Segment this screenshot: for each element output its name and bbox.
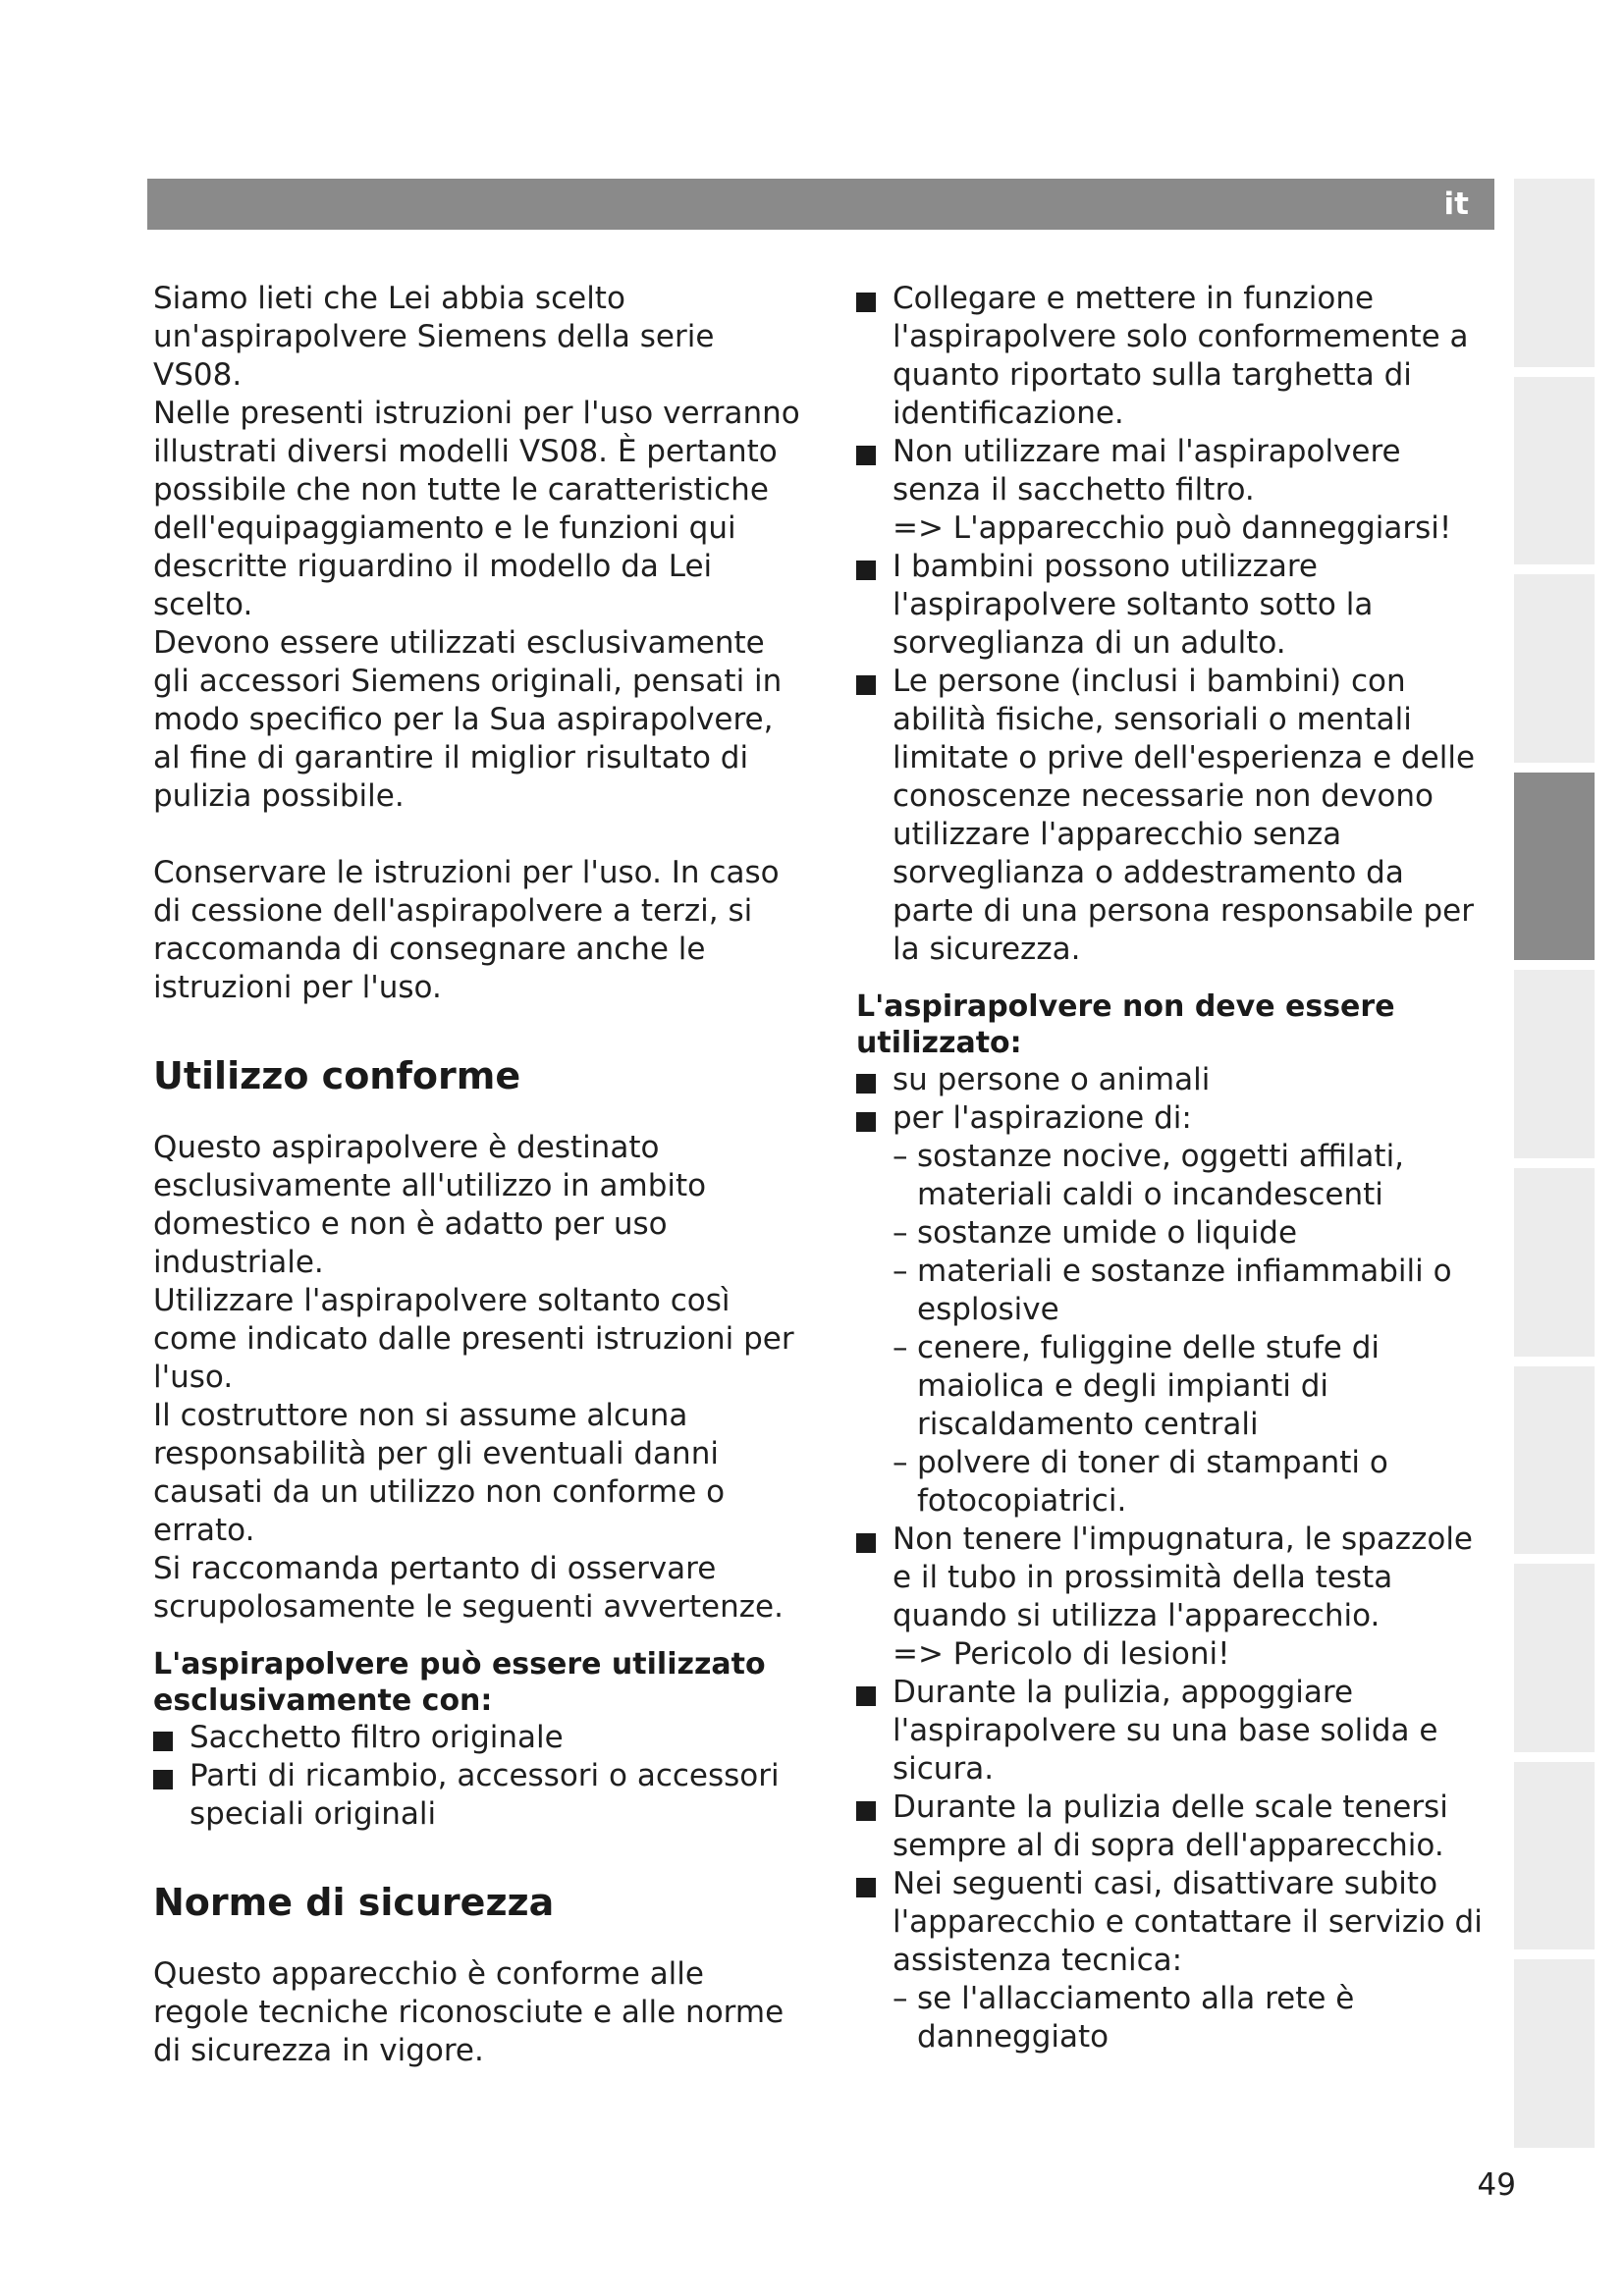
chapter-tab-active[interactable] (1514, 773, 1595, 961)
not-used-list (856, 1061, 1494, 2056)
section-heading-safety: Norme di sicurezza (153, 1881, 555, 1924)
list-item: I bambini possono utilizzare l'aspirapolvere soltanto sotto la sorveglianza di un adulto. (856, 548, 1494, 663)
list-item: Parti di ricambio, accessori o accessori speciali originali (153, 1757, 801, 1834)
list-item: Collegare e mettere in funzione l'aspirapolvere solo conformemente a quanto riportato sulla targhetta di identificazione. (856, 280, 1494, 433)
chapter-tab[interactable] (1514, 1959, 1595, 2148)
intended-use-paragraph: Questo aspirapolvere è destinato esclusivamente all'utilizzo in ambito domestico e non è adatto per uso industriale. (153, 1130, 707, 1280)
intro-paragraph: Conservare le istruzioni per l'uso. In caso di cessione dell'aspirapolvere a terzi, si raccomanda di consegnare anche le istruzioni per l'uso. (153, 855, 780, 1005)
intro-paragraph: Nelle presenti istruzioni per l'uso verranno illustrati diversi modelli VS08. È pertanto possibile che non tutte le caratteristiche dell'equipaggiamento e le funzioni qui descritte riguardino il modello da Lei scelto. (153, 396, 800, 622)
list-item: su persone o animali (856, 1061, 1494, 1099)
list-item: Durante la pulizia delle scale tenersi sempre al di sopra dell'apparecchio. (856, 1789, 1494, 1865)
dash-item: – materiali e sostanze infiammabili o esplosive (856, 1253, 1494, 1329)
safety-list (856, 280, 1494, 969)
intro-paragraph: Devono essere utilizzati esclusivamente gli accessori Siemens originali, pensati in modo specifico per la Sua aspirapolvere, al fine di garantire il miglior risultato di pulizia possibile. (153, 625, 783, 814)
list-item: Non utilizzare mai l'aspirapolvere senza il sacchetto filtro. (856, 433, 1494, 509)
left-column (153, 280, 801, 2070)
intended-use-paragraph: Il costruttore non si assume alcuna responsabilità per gli eventuali danni causati da un utilizzo non conforme o errato. (153, 1398, 726, 1548)
chapter-tab[interactable] (1514, 1564, 1595, 1752)
page-number: 49 (1477, 2167, 1516, 2203)
chapter-tab[interactable] (1514, 377, 1595, 565)
list-item: Sacchetto filtro originale (153, 1719, 801, 1757)
intended-use-paragraph: Si raccomanda pertanto di osservare scrupolosamente le seguenti avvertenze. (153, 1551, 784, 1625)
chapter-tab[interactable] (1514, 574, 1595, 763)
subheading-not-used: L'aspirapolvere non deve essere utilizzato: (856, 989, 1395, 1060)
dash-item: – sostanze nocive, oggetti affilati, materiali caldi o incandescenti (856, 1138, 1494, 1214)
warning-note: => L'apparecchio può danneggiarsi! (893, 510, 1452, 546)
chapter-tab[interactable] (1514, 179, 1595, 367)
chapter-tabs (1514, 179, 1595, 2148)
chapter-tab[interactable] (1514, 970, 1595, 1158)
list-item: per l'aspirazione di: (856, 1099, 1494, 1138)
dash-item: – sostanze umide o liquide (856, 1214, 1494, 1253)
chapter-tab[interactable] (1514, 1366, 1595, 1555)
list-item: Non tenere l'impugnatura, le spazzole e il tubo in prossimità della testa quando si utilizza l'apparecchio. (856, 1521, 1494, 1635)
safety-paragraph: Questo apparecchio è conforme alle regole tecniche riconosciute e alle norme di sicurezza in vigore. (153, 1956, 785, 2068)
chapter-tab[interactable] (1514, 1168, 1595, 1357)
chapter-tab[interactable] (1514, 1762, 1595, 1950)
list-item: Nei seguenti casi, disattivare subito l'apparecchio e contattare il servizio di assistenza tecnica: (856, 1865, 1494, 1980)
list-item: Le persone (inclusi i bambini) con abilità fisiche, sensoriali o mentali limitate o prive dell'esperienza e delle conoscenze necessarie non devono utilizzare l'apparecchio senza sorveglianza o addestramento da parte di una persona responsabile per la sicurezza. (856, 663, 1494, 969)
warning-note: => Pericolo di lesioni! (893, 1636, 1230, 1672)
only-with-list (153, 1719, 801, 1834)
language-label: it (1443, 187, 1469, 222)
header-bar (147, 179, 1494, 230)
intended-use-paragraph: Utilizzare l'aspirapolvere soltanto così come indicato dalle presenti istruzioni per l'uso. (153, 1283, 794, 1395)
right-column (856, 280, 1494, 2056)
subheading-only-with: L'aspirapolvere può essere utilizzato esclusivamente con: (153, 1647, 766, 1718)
intro-paragraph: Siamo lieti che Lei abbia scelto un'aspirapolvere Siemens della serie VS08. (153, 281, 715, 393)
dash-item: – cenere, fuliggine delle stufe di maiolica e degli impianti di riscaldamento centrali (856, 1329, 1494, 1444)
dash-item: – polvere di toner di stampanti o fotocopiatrici. (856, 1444, 1494, 1521)
list-item: Durante la pulizia, appoggiare l'aspirapolvere su una base solida e sicura. (856, 1674, 1494, 1789)
dash-item: – se l'allacciamento alla rete è danneggiato (856, 1980, 1494, 2056)
section-heading-intended-use: Utilizzo conforme (153, 1054, 521, 1097)
